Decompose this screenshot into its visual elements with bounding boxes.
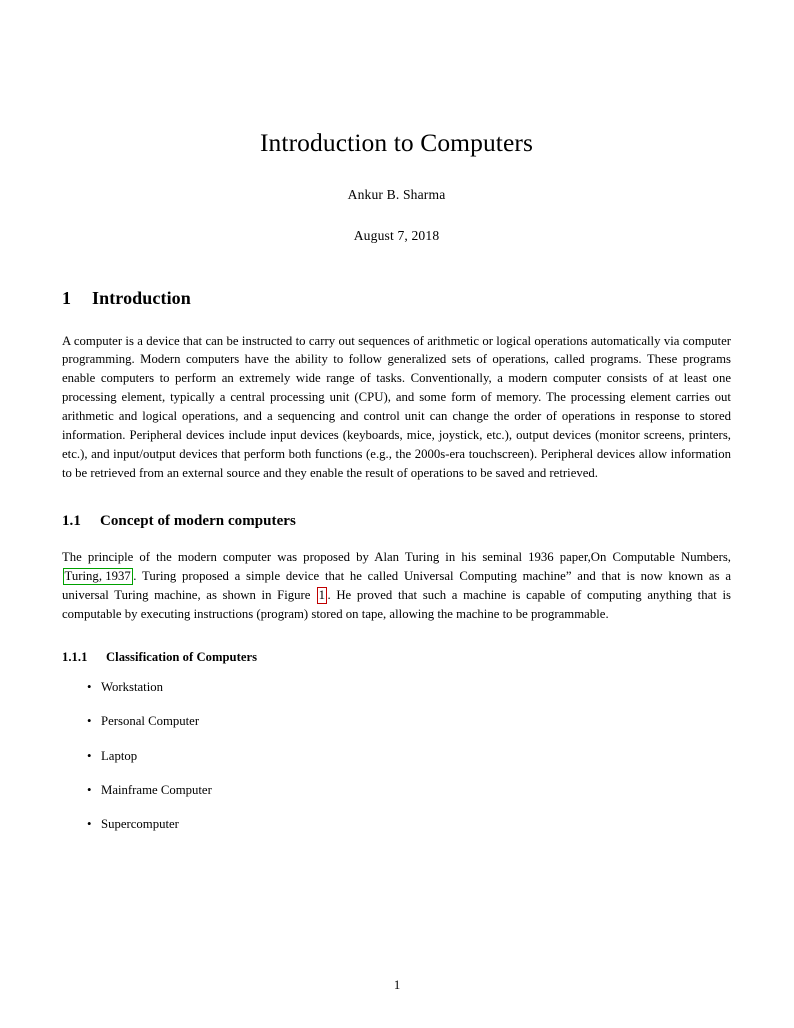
subsection-title: Concept of modern computers: [100, 513, 296, 530]
bullet-icon: •: [87, 679, 92, 694]
subsection-heading-concept: [62, 512, 731, 530]
list-item-label: Supercomputer: [101, 817, 179, 832]
subsubsection-heading-classification: [62, 650, 731, 665]
paragraph-concept-text-part3: . He proved that such a machine is capable of computing anything that is computable by executing instructions (program) stored on tape, allowing the machine to be programmable.: [62, 588, 731, 621]
list-item-label: Workstation: [101, 679, 164, 694]
list-item-label: Laptop: [101, 748, 138, 763]
citation-link-turing[interactable]: Turing, 1937: [64, 569, 131, 584]
bullet-icon: •: [87, 748, 92, 763]
paragraph-concept: [62, 548, 731, 623]
subsubsection-title: Classification of Computers: [106, 649, 258, 664]
list-item-label: Mainframe Computer: [101, 782, 212, 797]
bullet-icon: •: [87, 782, 92, 797]
list-item: [62, 712, 731, 731]
page-number: 1: [393, 978, 401, 992]
figure-reference-link[interactable]: 1: [318, 588, 325, 603]
bullet-icon: •: [87, 714, 92, 729]
list-item: [62, 747, 731, 766]
paragraph-concept-text-part1: The principle of the modern computer was proposed by Alan Turing in his seminal 1936 paper,On Computable Numbers,: [62, 550, 731, 565]
document-date: August 7, 2018: [353, 228, 440, 244]
title-block: [62, 128, 731, 244]
list-item: [62, 678, 731, 697]
list-item: [62, 781, 731, 800]
section-heading-introduction: [62, 288, 731, 310]
list-item-label: Personal Computer: [101, 714, 200, 729]
document-author: Ankur B. Sharma: [347, 187, 446, 203]
list-item: [62, 815, 731, 834]
document-body: [62, 288, 731, 850]
section-number: 1: [62, 288, 72, 308]
subsection-number: 1.1: [62, 513, 81, 530]
classification-list: [62, 678, 731, 834]
paragraph-introduction: A computer is a device that can be instructed to carry out sequences of arithmetic or logical operations automatically via computer programming. Modern computers have the ability to follow generalized sets of operations, called programs. These programs enable computers to perform an extremely wide range of tasks. Conventionally, a modern computer consists of at least one processing element, typically a central processing unit (CPU), and some form of memory. The processing element carries out arithmetic and logical operations, and a sequencing and control unit can change the order of operations in response to stored information. Peripheral devices include input devices (keyboards, mice, joystick, etc.), output devices (monitor screens, printers, etc.), and input/output devices that perform both functions (e.g., the 2000s-era touchscreen). Peripheral devices allow information to be retrieved from an external source and they enable the result of operations to be saved and retrieved.: [62, 333, 731, 480]
page-title: Introduction to Computers: [259, 128, 534, 157]
section-title: Introduction: [92, 288, 191, 308]
bullet-icon: •: [87, 817, 92, 832]
subsubsection-number: 1.1.1: [62, 649, 88, 664]
paragraph-concept-text-part2: . Turing proposed a simple device that he called Universal Computing machine” and that is now known as a universal Turing machine, as shown in Figure: [62, 569, 731, 603]
